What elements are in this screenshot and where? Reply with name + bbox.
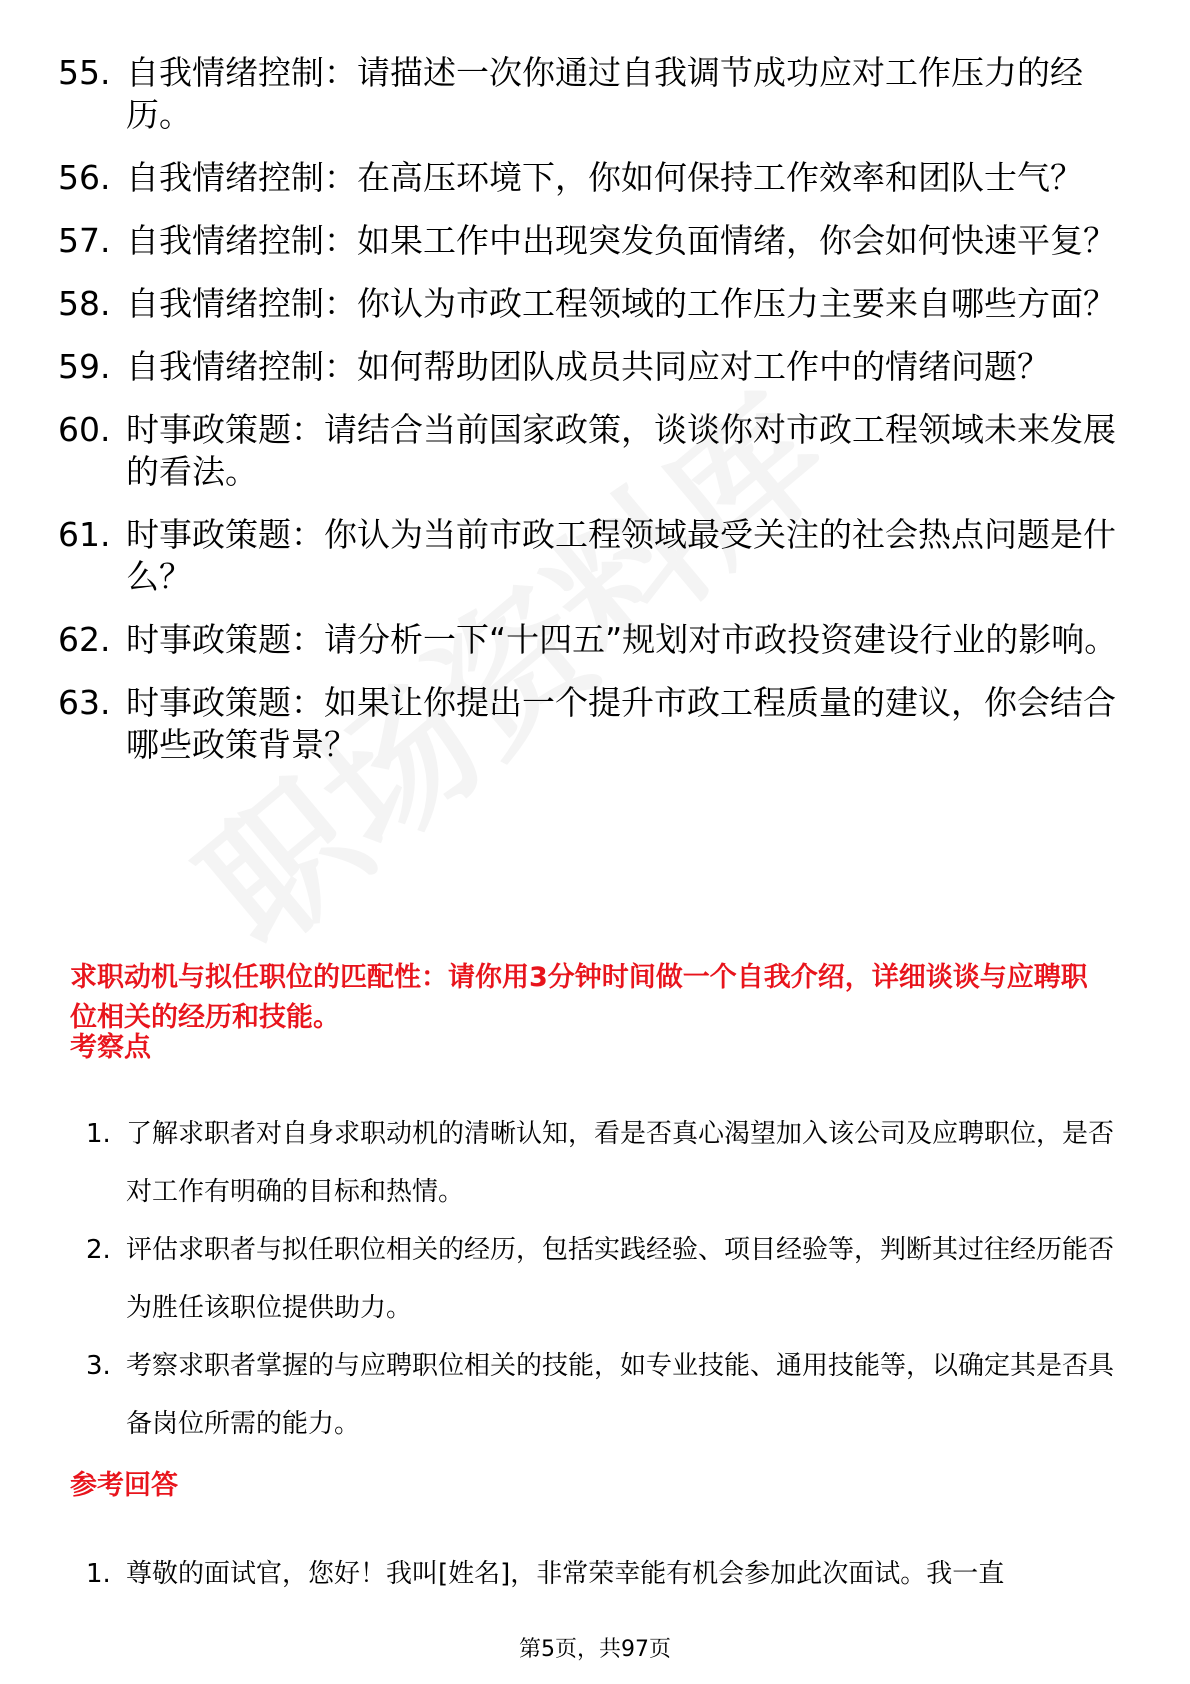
question-item	[58, 157, 1118, 199]
question-number: 62.	[58, 620, 111, 659]
question-number: 58.	[58, 284, 111, 323]
question-number: 55.	[58, 53, 111, 92]
question-item	[58, 409, 1118, 493]
points-heading: 考察点	[70, 1032, 151, 1063]
question-item	[58, 283, 1118, 325]
section-heading: 求职动机与拟任职位的匹配性：请你用3分钟时间做一个自我介绍，详细谈谈与应聘职位相关的经历和技能。	[70, 962, 1088, 1033]
question-text: 时事政策题：你认为当前市政工程领域最受关注的社会热点问题是什么？	[126, 515, 1116, 596]
question-number: 57.	[58, 221, 111, 260]
question-number: 59.	[58, 347, 111, 386]
points-list	[86, 1105, 1114, 1453]
point-number: 2.	[86, 1235, 111, 1265]
question-text: 自我情绪控制：你认为市政工程领域的工作压力主要来自哪些方面？	[126, 284, 1116, 323]
point-item	[86, 1337, 1114, 1453]
page-number: 第5页，共97页	[519, 1637, 671, 1662]
point-text: 考察求职者掌握的与应聘职位相关的技能，如专业技能、通用技能等，以确定其是否具备岗位所需的能力。	[126, 1351, 1115, 1439]
point-text: 了解求职者对自身求职动机的清晰认知，看是否真心渴望加入该公司及应聘职位，是否对工作有明确的目标和热情。	[126, 1119, 1115, 1207]
point-number: 3.	[86, 1351, 111, 1381]
question-number: 56.	[58, 158, 111, 197]
point-item	[86, 1105, 1114, 1221]
question-text: 时事政策题：请结合当前国家政策，谈谈你对市政工程领域未来发展的看法。	[126, 410, 1116, 491]
question-item	[58, 514, 1118, 598]
question-text: 自我情绪控制：如何帮助团队成员共同应对工作中的情绪问题？	[126, 347, 1050, 386]
question-item	[58, 682, 1118, 766]
answer-item	[86, 1545, 1114, 1603]
point-item	[86, 1221, 1114, 1337]
point-text: 评估求职者与拟任职位相关的经历，包括实践经验、项目经验等，判断其过往经历能否为胜任该职位提供助力。	[126, 1235, 1115, 1323]
question-text: 时事政策题：如果让你提出一个提升市政工程质量的建议，你会结合哪些政策背景？	[126, 683, 1116, 764]
question-item	[58, 220, 1118, 262]
question-list	[58, 52, 1118, 787]
question-number: 60.	[58, 410, 111, 449]
question-text: 自我情绪控制：请描述一次你通过自我调节成功应对工作压力的经历。	[126, 53, 1083, 134]
question-number: 63.	[58, 683, 111, 722]
answer-text: 尊敬的面试官，您好！我叫[姓名]，非常荣幸能有机会参加此次面试。我一直	[126, 1559, 1005, 1589]
answer-list	[86, 1545, 1114, 1603]
question-text: 自我情绪控制：如果工作中出现突发负面情绪，你会如何快速平复？	[126, 221, 1116, 260]
answer-heading: 参考回答	[70, 1470, 178, 1501]
question-item	[58, 52, 1118, 136]
question-item	[58, 346, 1118, 388]
question-text: 自我情绪控制：在高压环境下，你如何保持工作效率和团队士气？	[126, 158, 1083, 197]
point-number: 1.	[86, 1119, 111, 1149]
question-number: 61.	[58, 515, 111, 554]
question-text: 时事政策题：请分析一下“十四五”规划对市政投资建设行业的影响。	[126, 620, 1118, 659]
answer-number: 1.	[86, 1559, 111, 1589]
question-item	[58, 619, 1118, 661]
